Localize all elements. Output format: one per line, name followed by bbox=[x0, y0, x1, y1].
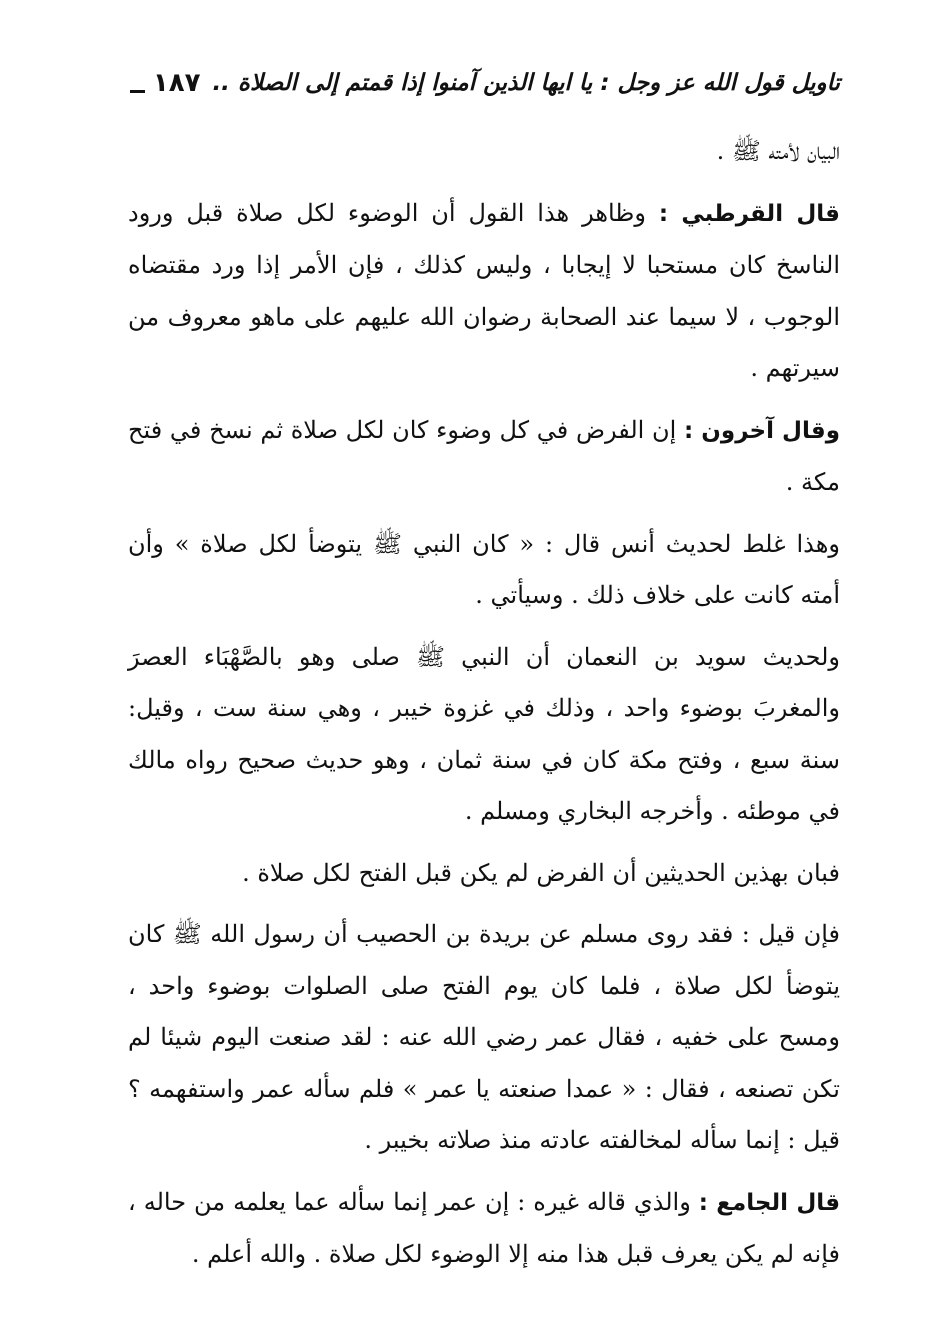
paragraph-1: البيان لأمته ﷺ . bbox=[716, 137, 840, 165]
paragraph-8-lead: قال الجامع : bbox=[698, 1189, 840, 1216]
header-tick bbox=[130, 90, 145, 93]
paragraph-3 bbox=[128, 405, 840, 509]
paragraph-2-lead: قال القرطبي : bbox=[658, 200, 840, 227]
page-number: ١٨٧ bbox=[152, 68, 201, 98]
running-header bbox=[130, 56, 840, 100]
running-title: تاويل قول الله عز وجل : يا ايها الذين آمنوا إذا قمتم إلى الصلاة .. bbox=[212, 70, 840, 96]
paragraph-5: ولحديث سويد بن النعمان أن النبي ﷺ صلى وهو بالصَّهْبَاء العصرَ والمغربَ بوضوء واحد ، وذلك في غزوة خيبر ، وهي سنة ست ، وقيل: سنة سبع ، وفتح مكة كان في سنة ثمان ، وهو حديث صحيح رواه مالك في موطئه . وأخرجه البخاري ومسلم . bbox=[128, 642, 840, 825]
paragraph-8-text: والذي قاله غيره : إن عمر إنما سأله عما يعلمه من حاله ، فإنه لم يكن يعرف قبل هذا منه إلا الوضوء لكل صلاة . والله أعلم . bbox=[128, 1187, 840, 1268]
paragraph-4: وهذا غلط لحديث أنس قال : « كان النبي ﷺ يتوضأ لكل صلاة » وأن أمته كانت على خلاف ذلك . وسيأتي . bbox=[128, 529, 840, 609]
paragraph-2 bbox=[128, 188, 840, 395]
paragraph-3-text: إن الفرض في كل وضوء كان لكل صلاة ثم نسخ في فتح مكة . bbox=[128, 415, 840, 496]
paragraph-6: فبان بهذين الحديثين أن الفرض لم يكن قبل الفتح لكل صلاة . bbox=[242, 858, 840, 887]
body-text bbox=[128, 126, 840, 1291]
paragraph-7: فإن قيل : فقد روى مسلم عن بريدة بن الحصيب أن رسول الله ﷺ كان يتوضأ لكل صلاة ، فلما كان يوم الفتح صلى الصلوات بوضوء واحد ، ومسح على خفيه ، فقال عمر رضي الله عنه : لقد صنعت اليوم شيئا لم تكن تصنعه ، فقال : « عمدا صنعته يا عمر » فلم سأله عمر واستفهمه ؟ قيل : إنما سأله لمخالفته عادته منذ صلاته بخيبر . bbox=[128, 920, 840, 1154]
paragraph-3-lead: وقال آخرون : bbox=[684, 417, 840, 444]
paragraph-8 bbox=[128, 1177, 840, 1281]
paragraph-2-text: وظاهر هذا القول أن الوضوء لكل صلاة قبل ورود الناسخ كان مستحبا لا إيجابا ، وليس كذلك ، فإن الأمر إذا ورد مقتضاه الوجوب ، لا سيما عند الصحابة رضوان الله عليهم على ماهو معروف من سيرتهم . bbox=[128, 198, 840, 382]
